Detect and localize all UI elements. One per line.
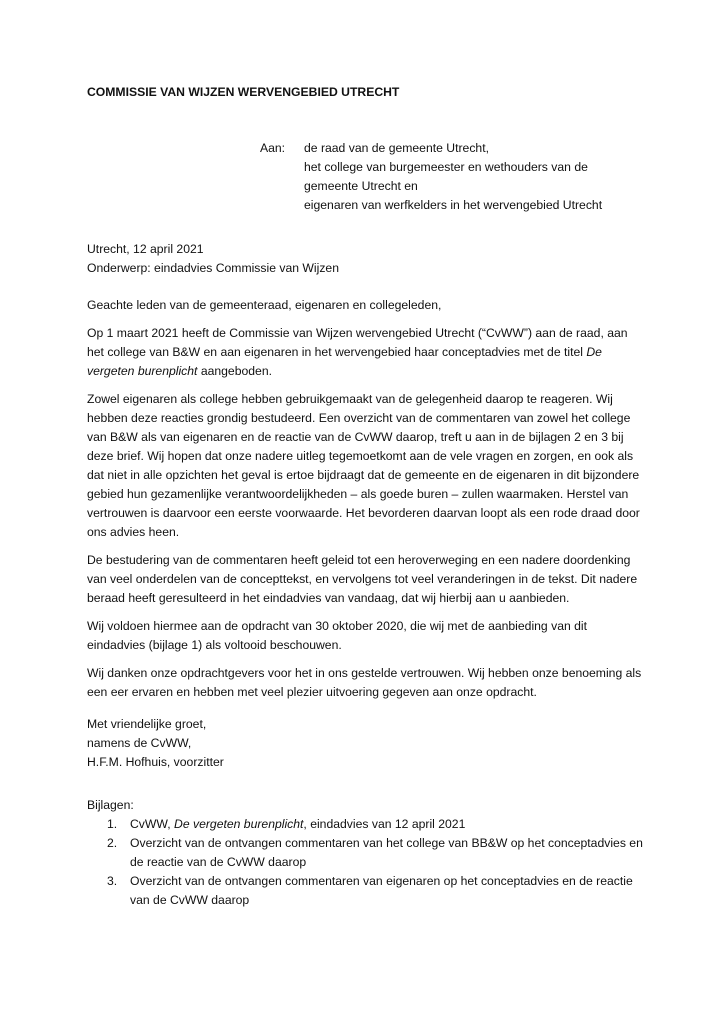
place-date: Utrecht, 12 april 2021 <box>87 242 204 256</box>
attachment-text: CvWW, <box>130 817 175 831</box>
paragraph-2: Zowel eigenaren als college hebben gebruikgemaakt van de gelegenheid daarop te reageren. Wij hebben deze reacties grondig bestudeerd. Een overzicht van de commentaren van zowel het college van B&W als van eigenaren en de reactie van de CvWW daarop, treft u aan in de bijlagen 2 en 3 bij deze brief. Wij hopen dat onze nadere uitleg tegemoetkomt aan de vele vragen en zorgen, en ook als dat niet in alle opzichten het geval is ertoe bijdraagt dat de gemeente en de eigenaren in dit bijzondere gebied hun gezamenlijke verantwoordelijkheden – als goede buren – zullen waarmaken. Herstel van vertrouwen is daarvoor een eerste voorwaarde. Het bevorderen daarvan loopt als een rode draad door ons advies heen. <box>87 392 640 539</box>
closing-line: Met vriendelijke groet, <box>87 717 207 731</box>
attachment-number: 3. <box>107 874 118 888</box>
attachment-text: Overzicht van de ontvangen commentaren van het college van BB&W op het conceptadvies en de reactie van de CvWW daarop <box>130 836 643 869</box>
address-label: Aan: <box>260 141 286 155</box>
letter-page <box>87 83 647 907</box>
attachment-text-tail: , eindadvies van 12 april 2021 <box>303 817 466 831</box>
subject-line: Onderwerp: eindadvies Commissie van Wijzen <box>87 261 339 275</box>
letter-title: COMMISSIE VAN WIJZEN WERVENGEBIED UTRECHT <box>87 85 400 99</box>
attachment-number: 2. <box>107 836 118 850</box>
closing-line: namens de CvWW, <box>87 736 192 750</box>
attachment-item <box>87 834 647 872</box>
paragraph-3: De bestudering van de commentaren heeft geleid tot een heroverweging en een nadere doordenking van veel onderdelen van de concepttekst, en vervolgens tot veel veranderingen in de tekst. Dit nadere beraad heeft geresulteerd in het eindadvies van vandaag, dat wij hierbij aan u aanbieden. <box>87 553 638 605</box>
paragraph-1 <box>87 324 647 381</box>
paragraph-1-text: Op 1 maart 2021 heeft de Commissie van Wijzen wervengebied Utrecht (“CvWW”) aan de raad, aan het college van B&W en aan eigenaren in het wervengebied haar conceptadvies met de titel <box>87 326 628 359</box>
address-line: de raad van de gemeente Utrecht, <box>304 141 489 155</box>
attachments-block <box>87 796 647 910</box>
address-line: het college van burgemeester en wethouders van de <box>304 160 588 174</box>
closing-block <box>87 715 224 772</box>
letter-meta <box>87 240 339 278</box>
attachment-text: Overzicht van de ontvangen commentaren van eigenaren op het conceptadvies en de reactie van de CvWW daarop <box>130 874 633 907</box>
paragraph-5: Wij danken onze opdrachtgevers voor het in ons gestelde vertrouwen. Wij hebben onze benoeming als een eer ervaren en hebben met veel plezier uitvoering gegeven aan onze opdracht. <box>87 666 642 699</box>
signatory: H.F.M. Hofhuis, voorzitter <box>87 755 224 769</box>
attachment-number: 1. <box>107 817 118 831</box>
attachments-label: Bijlagen: <box>87 798 134 812</box>
attachment-title-italic: De vergeten burenplicht <box>174 817 304 831</box>
address-lines <box>304 139 654 215</box>
report-title-italic: De vergeten burenplicht <box>87 345 602 378</box>
salutation: Geachte leden van de gemeenteraad, eigenaren en collegeleden, <box>87 298 442 312</box>
attachment-item <box>87 872 647 910</box>
attachments-list <box>87 815 647 910</box>
address-line: gemeente Utrecht en <box>304 179 418 193</box>
paragraph-1-tail: aangeboden. <box>197 364 272 378</box>
address-line: eigenaren van werfkelders in het wervengebied Utrecht <box>304 198 603 212</box>
paragraph-4: Wij voldoen hiermee aan de opdracht van 30 oktober 2020, die wij met de aanbieding van dit eindadvies (bijlage 1) als voltooid beschouwen. <box>87 619 588 652</box>
attachment-item <box>87 815 647 834</box>
letter-body <box>87 296 647 711</box>
